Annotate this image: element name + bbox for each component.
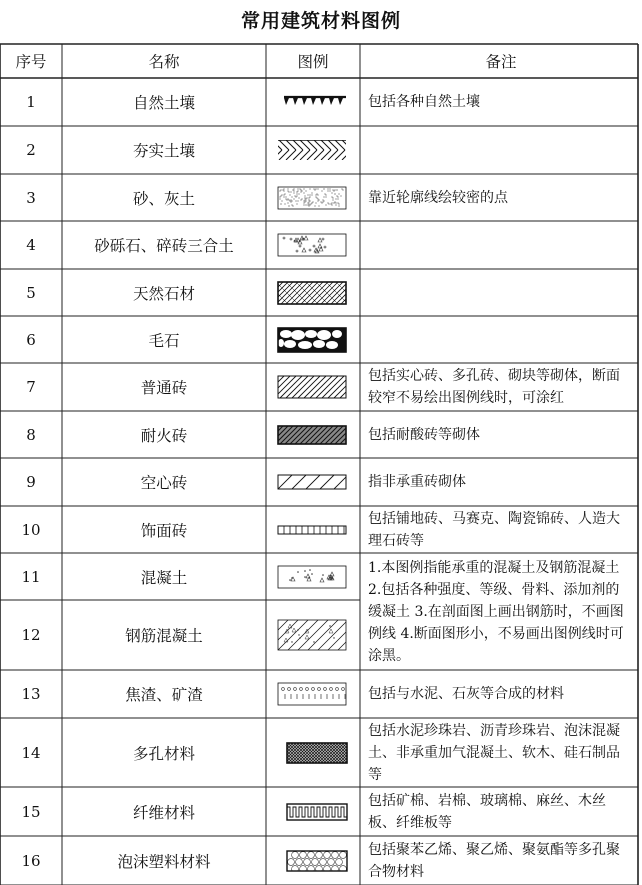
- facing-tile-icon: [278, 526, 346, 534]
- material-note: 包括耐酸砖等砌体: [368, 426, 480, 443]
- material-note: 包括矿棉、岩棉、玻璃棉、麻丝、木丝板、纤维板等: [368, 792, 606, 831]
- row-number: 6: [26, 330, 36, 349]
- header-num: 序号: [15, 53, 47, 71]
- row-number: 16: [21, 851, 41, 870]
- sand-lime-icon: [278, 187, 346, 209]
- material-name: 砂砾石、碎砖三合土: [94, 237, 234, 255]
- material-note: [360, 316, 638, 363]
- row-number: 11: [21, 567, 41, 586]
- material-note: [360, 269, 638, 316]
- material-name: 空心砖: [140, 474, 188, 492]
- row-number: 4: [26, 236, 36, 254]
- material-name: 多孔材料: [132, 744, 195, 763]
- slag-icon: [278, 683, 346, 705]
- row-number: 12: [21, 626, 41, 644]
- header-legend: 图例: [297, 53, 329, 71]
- row-number: 13: [21, 685, 41, 703]
- gravel-icon: [278, 234, 346, 256]
- material-name: 耐火砖: [140, 426, 188, 445]
- row-number: 9: [26, 473, 36, 491]
- row-number: 1: [26, 93, 36, 111]
- row-number: 14: [21, 743, 41, 762]
- material-note: 包括聚苯乙烯、聚乙烯、聚氨酯等多孔聚合物材料: [368, 841, 620, 880]
- concrete-icon: [278, 566, 346, 588]
- material-note: 指非承重砖砌体: [368, 474, 466, 490]
- row-number: 10: [21, 520, 41, 539]
- material-name: 混凝土: [140, 568, 188, 587]
- material-note: [360, 221, 638, 269]
- row-number: 15: [21, 802, 41, 821]
- concrete-merged-note: 1.本图例指能承重的混凝土及钢筋混凝土 2.包括各种强度、等级、骨料、添加剂的缓凝土 3.在剖面图上画出钢筋时，不画图例线 4.断面图形小，不易画出图例线时可涂黑。: [368, 559, 624, 664]
- material-name: 钢筋混凝土: [125, 627, 203, 645]
- material-note: 包括实心砖、多孔砖、砌块等砌体，断面较窄不易绘出图例线时，可涂红: [368, 368, 620, 406]
- material-name: 天然石材: [132, 284, 195, 303]
- row-number: 7: [26, 378, 36, 396]
- material-name: 普通砖: [140, 379, 188, 397]
- row-number: 2: [26, 141, 36, 159]
- material-note: [360, 126, 638, 174]
- header-name: 名称: [148, 53, 180, 71]
- material-name: 饰面砖: [140, 521, 188, 540]
- material-note: 包括与水泥、石灰等合成的材料: [368, 686, 564, 702]
- material-note: 包括铺地砖、马赛克、陶瓷锦砖、人造大理石砖等: [368, 510, 620, 549]
- row-number: 5: [26, 283, 36, 302]
- material-name: 砂、灰土: [132, 189, 195, 208]
- page-title: 常用建筑材料图例: [240, 10, 401, 32]
- fiber-icon: [287, 804, 347, 820]
- material-name: 泡沫塑料材料: [117, 852, 211, 871]
- material-name: 夯实土壤: [132, 142, 195, 160]
- material-name: 纤维材料: [132, 803, 195, 822]
- rubble-icon: [278, 328, 346, 352]
- material-name: 焦渣、矿渣: [125, 686, 203, 704]
- material-name: 毛石: [148, 331, 180, 350]
- compacted-soil-icon: [258, 140, 373, 160]
- material-note: 包括水泥珍珠岩、沥青珍珠岩、泡沫混凝土、非承重加气混凝土、软木、硅石制品等: [368, 722, 620, 783]
- material-note: 包括各种自然土壤: [368, 94, 480, 110]
- material-note: 靠近轮廓线绘较密的点: [368, 189, 508, 206]
- row-number: 3: [26, 188, 36, 207]
- header-note: 备注: [485, 53, 517, 71]
- material-name: 自然土壤: [132, 94, 195, 112]
- natural-soil-icon: [284, 97, 346, 105]
- hollow-brick-icon: [264, 475, 362, 489]
- row-number: 8: [26, 425, 36, 444]
- foam-icon: [287, 851, 347, 872]
